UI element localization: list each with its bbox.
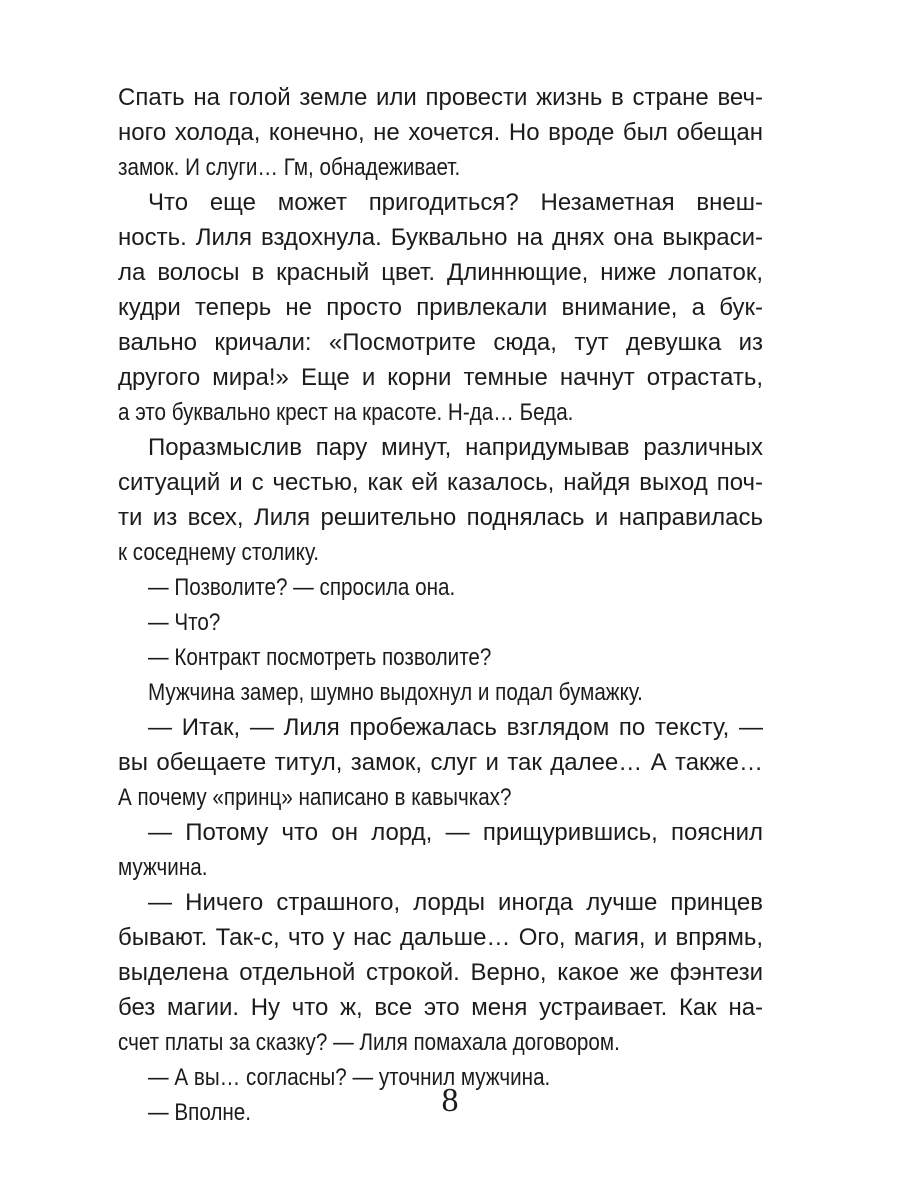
- text-line: — Вполне.: [148, 1099, 251, 1126]
- page-number: 8: [441, 1082, 459, 1119]
- text-line: ла волосы в красный цвет. Длиннющие, ниже лопаток,: [118, 259, 764, 286]
- text-line: без магии. Ну что ж, все это меня устраивает. Как на-: [118, 994, 764, 1021]
- text-line: ность. Лиля вздохнула. Буквально на днях она выкраси-: [118, 224, 763, 251]
- text-line: Поразмыслив пару минут, напридумывав различных: [148, 434, 763, 461]
- text-line: счет платы за сказку? — Лиля помахала договором.: [118, 1029, 620, 1056]
- text-line: кудри теперь не просто привлекали внимание, а бук-: [118, 294, 763, 321]
- page-body: [118, 80, 763, 1130]
- text-line: — Итак, — Лиля пробежалась взглядом по тексту, —: [148, 714, 764, 741]
- text-line: — Что?: [148, 609, 221, 636]
- text-line: Что еще может пригодиться? Незаметная внеш-: [148, 189, 763, 216]
- text-line: Спать на голой земле или провести жизнь в стране веч-: [118, 84, 763, 111]
- text-line: ного холода, конечно, не хочется. Но вроде был обещан: [118, 119, 763, 146]
- text-line: — Ничего страшного, лорды иногда лучше принцев: [148, 889, 763, 916]
- text-line: Мужчина замер, шумно выдохнул и подал бумажку.: [148, 679, 643, 706]
- text-line: выделена отдельной строкой. Верно, какое же фэнтези: [118, 959, 764, 986]
- text-line: ситуаций и с честью, как ей казалось, найдя выход поч-: [118, 469, 764, 496]
- text-line: ти из всех, Лиля решительно поднялась и направилась: [118, 504, 764, 531]
- text-line: — Позволите? — спросила она.: [148, 574, 456, 601]
- text-line: а это буквально крест на красоте. Н-да… Беда.: [118, 399, 574, 426]
- text-line: мужчина.: [118, 854, 208, 881]
- text-line: бывают. Так-с, что у нас дальше… Ого, магия, и впрямь,: [118, 924, 764, 951]
- text-line: — Контракт посмотреть позволите?: [148, 644, 492, 671]
- text-line: к соседнему столику.: [118, 539, 319, 566]
- text-line: другого мира!» Еще и корни темные начнут отрастать,: [118, 364, 764, 391]
- text-line: А почему «принц» написано в кавычках?: [118, 784, 512, 811]
- text-line: замок. И слуги… Гм, обнадеживает.: [118, 154, 461, 181]
- text-line: — Потому что он лорд, — прищурившись, пояснил: [148, 819, 764, 846]
- text-line: — А вы… согласны? — уточнил мужчина.: [148, 1064, 551, 1091]
- text-line: вально кричали: «Посмотрите сюда, тут девушка из: [118, 329, 764, 356]
- text-line: вы обещаете титул, замок, слуг и так далее… А также…: [118, 749, 763, 776]
